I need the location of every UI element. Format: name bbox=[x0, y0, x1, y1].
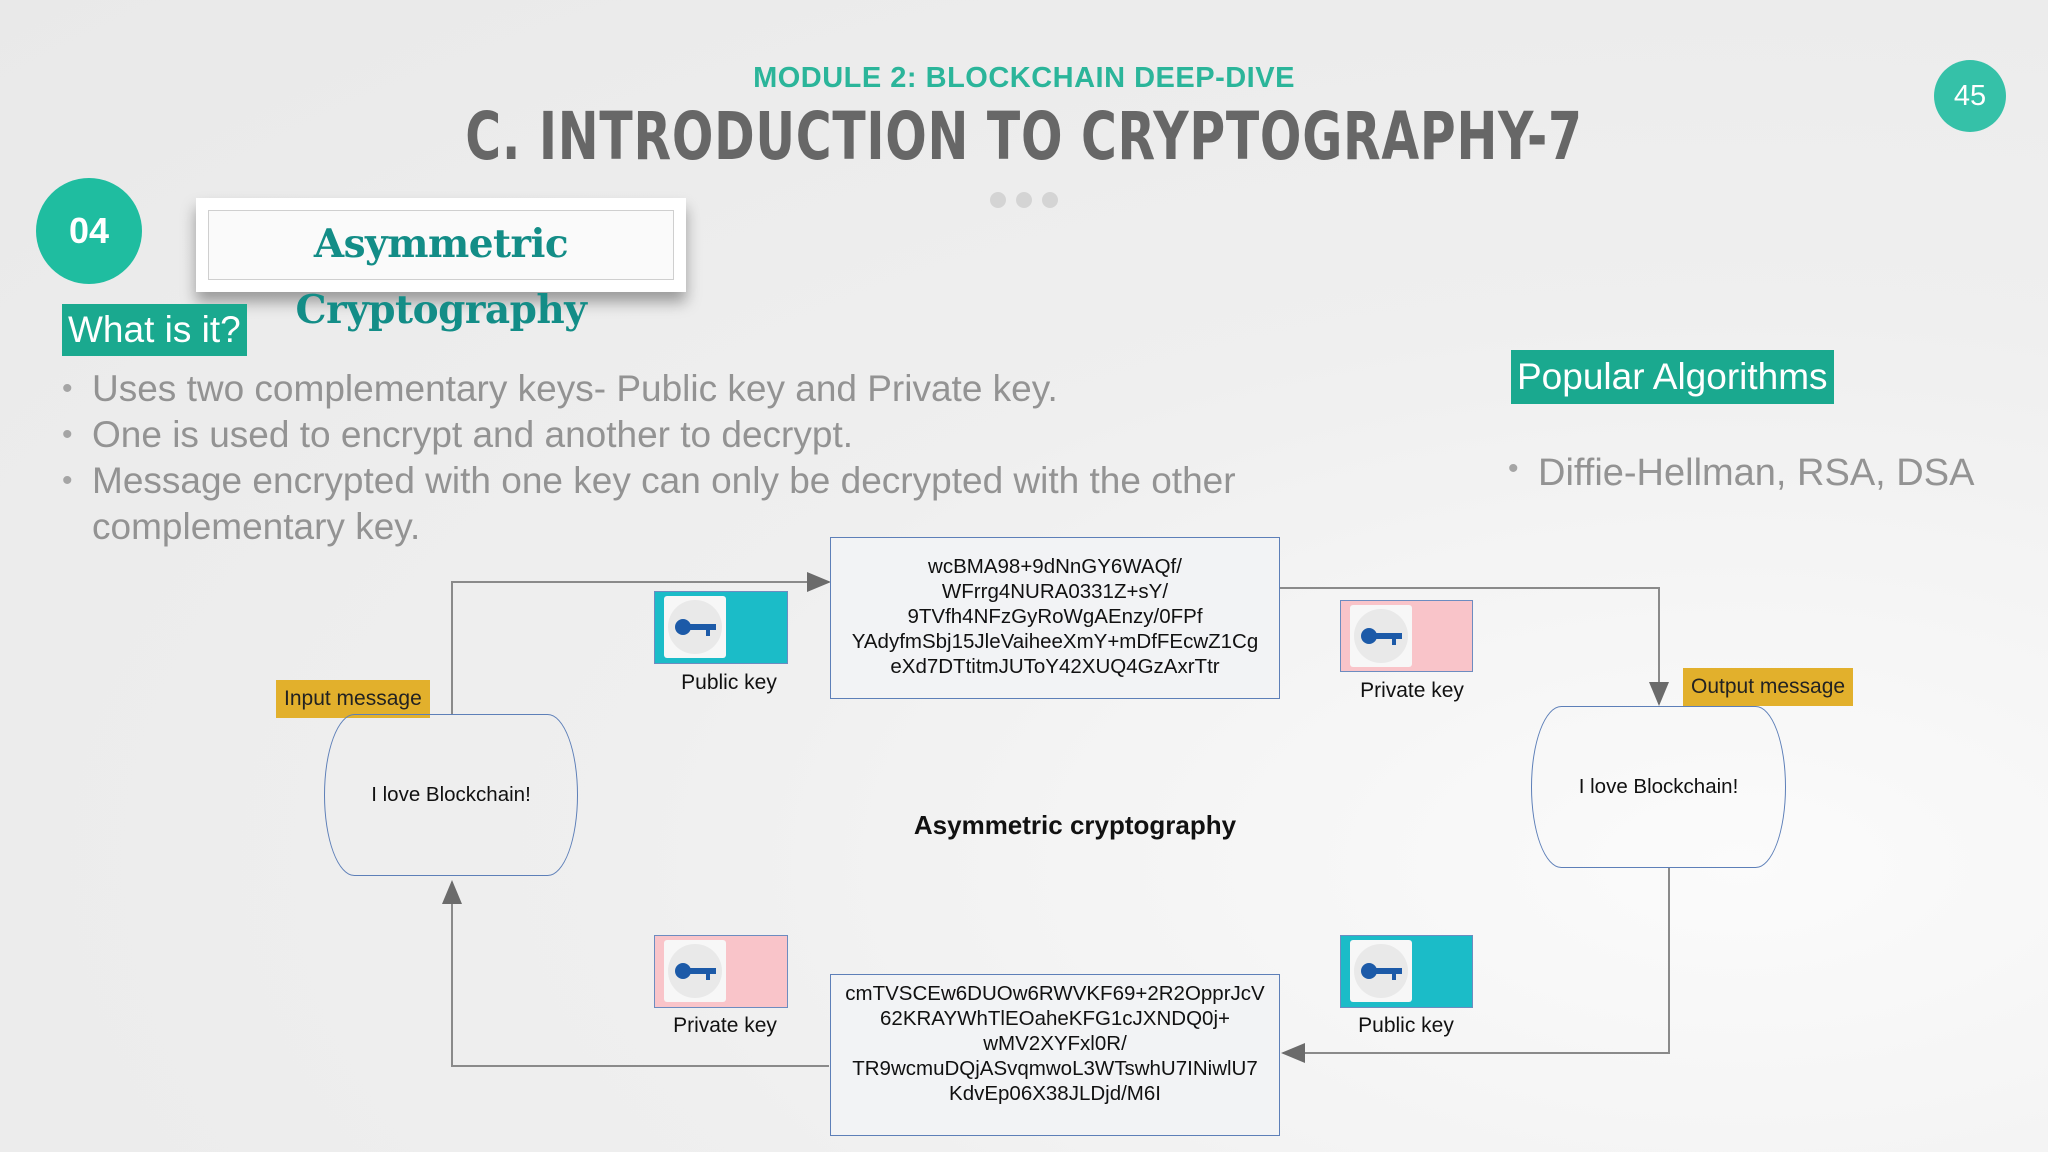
key-icon bbox=[1350, 605, 1412, 667]
output-message-tag: Output message bbox=[1683, 668, 1853, 706]
bullet-item: • Message encrypted with one key can only be decrypted with the other complementary key. bbox=[62, 458, 1352, 550]
private-key-image-top bbox=[1340, 600, 1473, 672]
private-key-image-bottom bbox=[654, 935, 788, 1008]
cipher-line: KdvEp06X38JLDjd/M6I bbox=[949, 1082, 1161, 1105]
public-key-caption-top: Public key bbox=[681, 671, 777, 694]
public-key-image-top bbox=[654, 591, 788, 664]
bullet-item: • One is used to encrypt and another to decrypt. bbox=[62, 412, 1352, 458]
slide-title: C. INTRODUCTION TO CRYPTOGRAPHY-7 bbox=[465, 98, 1583, 175]
section-number-badge: 04 bbox=[36, 178, 142, 284]
what-is-it-label: What is it? bbox=[62, 304, 247, 356]
private-key-caption-bottom: Private key bbox=[673, 1014, 777, 1037]
cipher-line: wMV2XYFxl0R/ bbox=[983, 1032, 1127, 1055]
module-heading: MODULE 2: BLOCKCHAIN DEEP-DIVE bbox=[753, 62, 1295, 94]
key-icon bbox=[1350, 940, 1412, 1002]
ciphertext-bottom bbox=[830, 974, 1280, 1136]
public-key-image-bottom bbox=[1340, 935, 1473, 1008]
topic-title: Asymmetric Cryptography bbox=[208, 210, 674, 280]
private-key-caption-top: Private key bbox=[1360, 679, 1464, 702]
input-message-tag: Input message bbox=[276, 680, 430, 718]
key-icon bbox=[664, 596, 726, 658]
input-message-text: I love Blockchain! bbox=[371, 783, 531, 806]
cipher-line: eXd7DTtitmJUToY42XUQ4GzAxrTtr bbox=[890, 655, 1220, 678]
public-key-caption-bottom: Public key bbox=[1358, 1014, 1454, 1037]
input-message-shape bbox=[324, 714, 578, 876]
cipher-line: 62KRAYWhTlEOaheKFG1cJXNDQ0j+ bbox=[880, 1007, 1230, 1030]
cipher-line: WFrrg4NURA0331Z+sY/ bbox=[941, 580, 1169, 603]
algorithm-item: • Diffie-Hellman, RSA, DSA bbox=[1508, 452, 1974, 495]
key-icon bbox=[664, 940, 726, 1002]
cipher-line: TR9wcmuDQjASvqmwoL3WTswhU7INiwlU7 bbox=[852, 1057, 1258, 1080]
output-message-text: I love Blockchain! bbox=[1578, 775, 1739, 798]
cipher-line: YAdyfmSbj15JleVaiheeXmY+mDfFEcwZ1Cg bbox=[851, 630, 1259, 653]
cipher-line: 9TVfh4NFzGyRoWgAEnzy/0FPf bbox=[907, 605, 1203, 628]
cipher-line: cmTVSCEw6DUOw6RWVKF69+2R2OpprJcV bbox=[845, 982, 1265, 1005]
popular-algorithms-label: Popular Algorithms bbox=[1511, 350, 1834, 404]
output-message-shape bbox=[1531, 706, 1786, 868]
bullet-item: • Uses two complementary keys- Public key and Private key. bbox=[62, 366, 1352, 412]
diagram-title: Asymmetric cryptography bbox=[913, 810, 1237, 840]
cipher-line: wcBMA98+9dNnGY6WAQf/ bbox=[928, 555, 1182, 578]
ciphertext-top bbox=[830, 537, 1280, 699]
page-number-badge: 45 bbox=[1934, 60, 2006, 132]
